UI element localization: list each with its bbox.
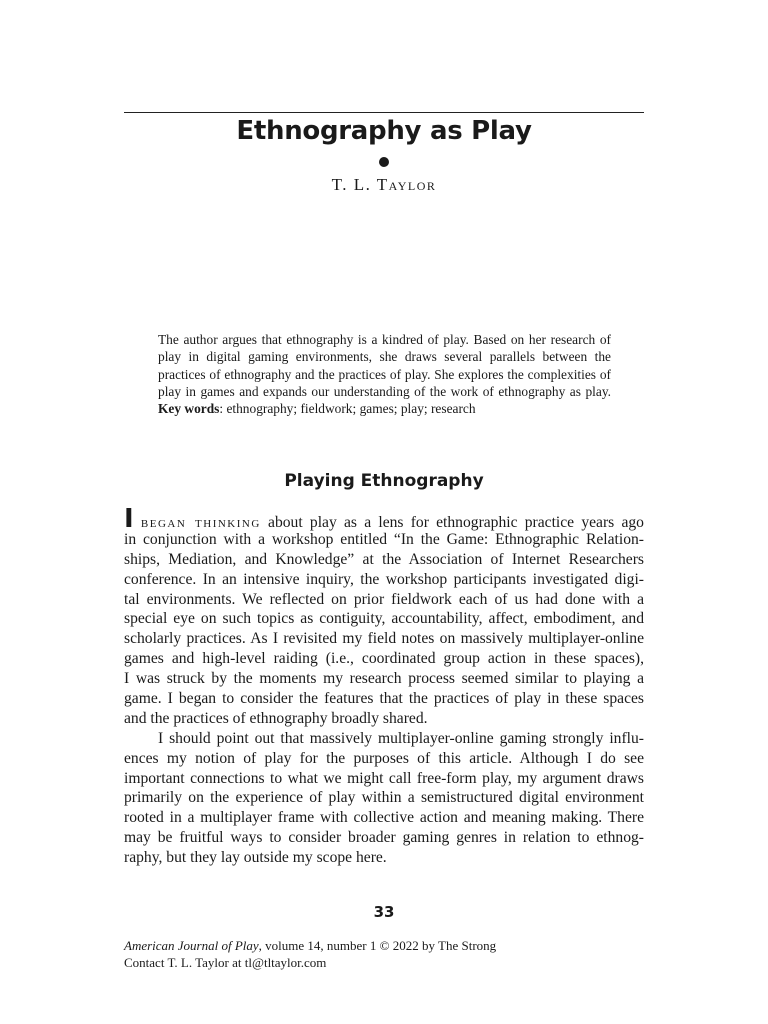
body-line: raphy, but they lay outside my scope here. bbox=[124, 849, 387, 867]
footer-citation: American Journal of Play, volume 14, number 1 © 2022 by The Strong bbox=[124, 938, 497, 953]
top-rule bbox=[124, 112, 644, 113]
body-line: tal environments. We reflected on prior fieldwork each of us had done with a bbox=[124, 590, 644, 608]
footer bbox=[124, 937, 644, 971]
drop-cap: I bbox=[124, 504, 134, 534]
keywords-list: : ethnography; fieldwork; games; play; research bbox=[219, 401, 476, 417]
section-heading: Playing Ethnography bbox=[284, 471, 484, 491]
body-line: conference. In an intensive inquiry, the workshop participants investigated digi- bbox=[124, 570, 644, 588]
author-name: T. L. Taylor bbox=[331, 175, 437, 194]
journal-name: American Journal of Play bbox=[124, 938, 259, 953]
footer-contact: Contact T. L. Taylor at tl@tltaylor.com bbox=[124, 955, 327, 970]
abstract-text: The author argues that ethnography is a kindred of play. Based on her research of play in digital gaming environments, she draws several parallels between the practices of ethnography and the practices of play. She explores the complexities of play in games and expands our understanding of the work of ethnography as play. bbox=[158, 332, 611, 399]
body-line: scholarly practices. As I revisited my field notes on massively multiplayer-online bbox=[124, 630, 644, 648]
body-line: may be fruitful ways to consider broader gaming genres in relation to ethnog- bbox=[124, 829, 644, 847]
body-line: I began thinking about play as a lens for ethnographic practice years ago bbox=[124, 504, 644, 534]
body-line: I should point out that massively multiplayer-online gaming strongly influ- bbox=[158, 729, 644, 747]
page-number: 33 bbox=[373, 903, 395, 921]
body-line: primarily on the experience of play within a semistructured digital environment bbox=[124, 789, 644, 807]
body-line: in conjunction with a workshop entitled “In the Game: Ethnographic Relation- bbox=[124, 530, 644, 548]
keywords-label: Key words bbox=[158, 401, 220, 417]
body-line: game. I began to consider the features that the practices of play in these spaces bbox=[124, 690, 644, 708]
body-line: and the practices of ethnography broadly shared. bbox=[124, 709, 428, 727]
body-text bbox=[124, 504, 644, 868]
body-line: ences my notion of play for the purposes of this article. Although I do see bbox=[124, 749, 644, 767]
body-line: I was struck by the moments my research process seemed similar to playing a bbox=[124, 670, 644, 688]
body-line: special eye on such topics as contiguity, accountability, affect, embodiment, and bbox=[124, 610, 644, 628]
body-line: games and high-level raiding (i.e., coordinated group action in these spaces), bbox=[124, 650, 644, 668]
body-line: ships, Mediation, and Knowledge” at the Association of Internet Researchers bbox=[124, 550, 644, 568]
body-line: rooted in a multiplayer frame with collective action and meaning making. There bbox=[124, 809, 644, 827]
lead-smallcaps: began thinking bbox=[140, 514, 261, 531]
body-line: important connections to what we might call free-form play, my argument draws bbox=[124, 769, 644, 787]
title-bullet bbox=[379, 157, 389, 167]
article-title: Ethnography as Play bbox=[236, 116, 532, 146]
abstract bbox=[158, 331, 611, 417]
